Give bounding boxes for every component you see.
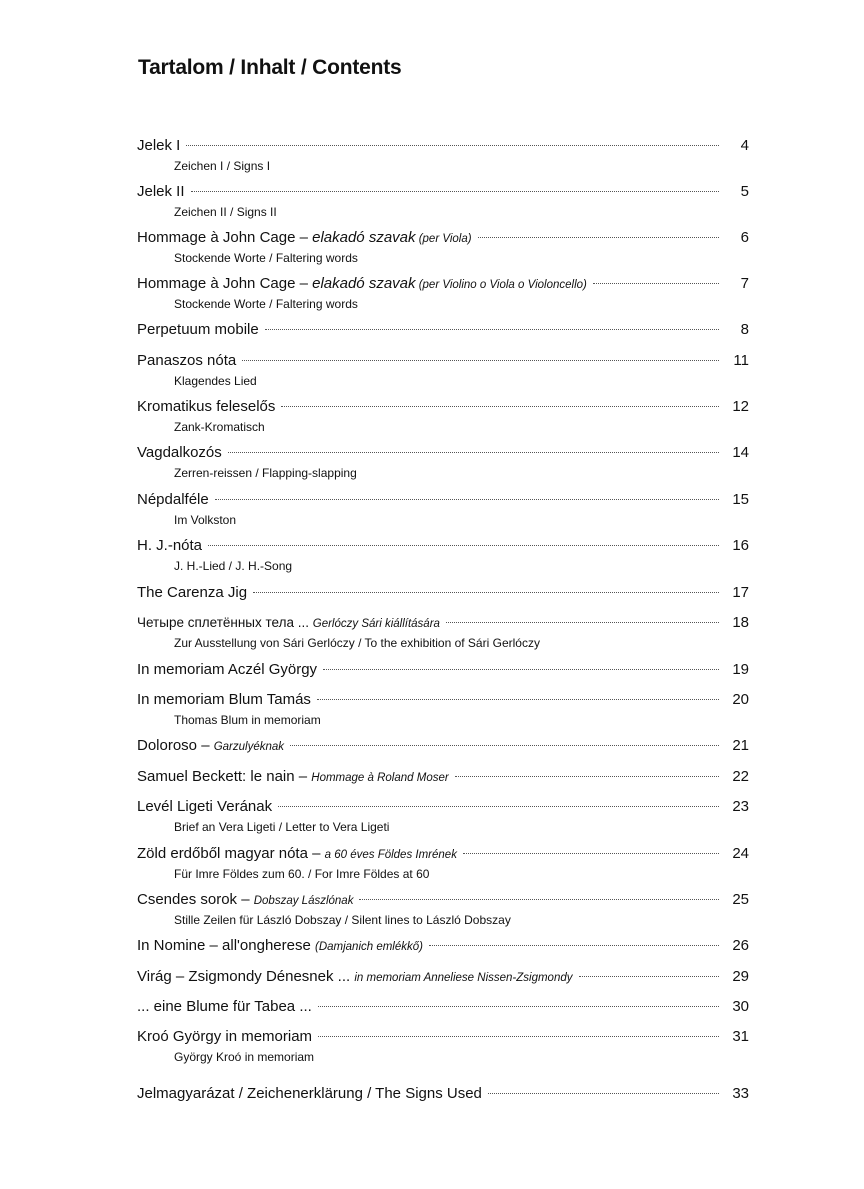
dot-leader (290, 745, 719, 746)
entry-title: Четыре сплетённых тела ... Gerlóczy Sári kiállítására (137, 615, 440, 630)
dot-leader (359, 899, 719, 900)
page-number: 26 (732, 937, 749, 954)
page-number: 12 (732, 398, 749, 415)
page-number: 23 (732, 798, 749, 815)
toc-entry (137, 491, 749, 527)
dot-leader (318, 1006, 719, 1007)
entry-title: Népdalféle (137, 491, 209, 508)
entry-subtitle: J. H.-Lied / J. H.-Song (174, 559, 293, 573)
entry-title: Virág – Zsigmondy Dénesnek ... in memoriam Anneliese Nissen-Zsigmondy (137, 968, 573, 985)
dot-leader (488, 1093, 719, 1094)
entry-subtitle: Klagendes Lied (174, 374, 257, 388)
toc-entry (137, 537, 749, 573)
dot-leader (281, 406, 719, 407)
page-number: 18 (732, 614, 749, 631)
page-number: 25 (732, 891, 749, 908)
page-number: 16 (732, 537, 749, 554)
toc-entry (137, 321, 749, 343)
toc-entry (137, 937, 749, 959)
toc-entry (137, 691, 749, 727)
page-number: 20 (732, 691, 749, 708)
page-title: Tartalom / Inhalt / Contents (138, 56, 402, 79)
entry-subtitle: Im Volkston (174, 513, 237, 527)
toc-entry (137, 768, 749, 790)
page-number: 17 (732, 584, 749, 601)
dot-leader (278, 806, 719, 807)
dot-leader (317, 699, 719, 700)
entry-title: ... eine Blume für Tabea ... (137, 998, 312, 1015)
entry-title: Panaszos nóta (137, 352, 237, 369)
entry-subtitle: Zur Ausstellung von Sári Gerlóczy / To the exhibition of Sári Gerlóczy (174, 636, 540, 650)
entry-title: Jelek I (137, 137, 181, 154)
toc-entry (137, 614, 749, 650)
entry-title: Hommage à John Cage – elakadó szavak (per Violino o Viola o Violoncello) (137, 275, 587, 292)
entry-title: The Carenza Jig (137, 584, 248, 601)
dot-leader (463, 853, 719, 854)
page-number: 31 (732, 1028, 749, 1045)
page-number: 5 (740, 183, 749, 200)
dot-leader (186, 145, 719, 146)
dot-leader (253, 592, 719, 593)
entry-title: Kromatikus feleselős (137, 398, 276, 415)
entry-title: In Nomine – all'ongherese (Damjanich emlékkő) (137, 937, 423, 954)
entry-subtitle: Zeichen I / Signs I (174, 159, 271, 173)
entry-subtitle: Zeichen II / Signs II (174, 205, 277, 219)
page-number: 7 (740, 275, 749, 292)
entry-subtitle: Thomas Blum in memoriam (174, 713, 321, 727)
entry-title: H. J.-nóta (137, 537, 203, 554)
toc-entry (137, 137, 749, 173)
dot-leader (429, 945, 719, 946)
entry-subtitle: Zerren-reissen / Flapping-slapping (174, 466, 357, 480)
dot-leader (228, 452, 719, 453)
toc-entry (137, 229, 749, 265)
toc-entry (137, 398, 749, 434)
page-number: 24 (732, 845, 749, 862)
entry-title: In memoriam Blum Tamás (137, 691, 311, 708)
entry-subtitle: György Kroó in memoriam (174, 1050, 315, 1064)
page-number: 8 (740, 321, 749, 338)
entry-title: Doloroso – Garzulyéknak (137, 737, 285, 754)
page-number: 14 (732, 444, 749, 461)
dot-leader (191, 191, 719, 192)
page-number: 15 (732, 491, 749, 508)
dot-leader (455, 776, 719, 777)
entry-title: Samuel Beckett: le nain – Hommage à Roland Moser (137, 768, 449, 785)
entry-subtitle: Stille Zeilen für László Dobszay / Silent lines to László Dobszay (174, 913, 511, 927)
page-number: 30 (732, 998, 749, 1015)
page-number: 19 (732, 661, 749, 678)
page-number: 6 (740, 229, 749, 246)
entry-title: Zöld erdőből magyar nóta – a 60 éves Földes Imrének (137, 845, 457, 862)
entry-subtitle: Zank-Kromatisch (174, 420, 265, 434)
toc-entry (137, 845, 749, 881)
toc-entry (137, 183, 749, 219)
entry-title: Levél Ligeti Verának (137, 798, 273, 815)
toc-entry (137, 444, 749, 480)
page-number: 29 (732, 968, 749, 985)
toc-entry (137, 798, 749, 834)
dot-leader (215, 499, 719, 500)
entry-title: Perpetuum mobile (137, 321, 259, 338)
entry-title: Hommage à John Cage – elakadó szavak (per Viola) (137, 229, 472, 246)
entry-title: In memoriam Aczél György (137, 661, 318, 678)
page-number: 33 (732, 1085, 749, 1102)
toc-entry (137, 998, 749, 1020)
page-number: 4 (740, 137, 749, 154)
entry-subtitle: Stockende Worte / Faltering words (174, 251, 358, 265)
entry-subtitle: Brief an Vera Ligeti / Letter to Vera Ligeti (174, 820, 390, 834)
toc-entry (137, 352, 749, 388)
toc-entry (137, 1085, 749, 1107)
dot-leader (323, 669, 719, 670)
entry-subtitle: Für Imre Földes zum 60. / For Imre Földes at 60 (174, 867, 430, 881)
dot-leader (318, 1036, 719, 1037)
page-number: 21 (732, 737, 749, 754)
toc-entry (137, 661, 749, 683)
entry-title: Jelmagyarázat / Zeichenerklärung / The Signs Used (137, 1085, 482, 1102)
entry-title: Vagdalkozós (137, 444, 222, 461)
dot-leader (593, 283, 719, 284)
page-number: 22 (732, 768, 749, 785)
entry-title: Jelek II (137, 183, 185, 200)
dot-leader (478, 237, 719, 238)
toc-entry (137, 584, 749, 606)
toc-entry (137, 737, 749, 759)
toc-entry (137, 275, 749, 311)
page-number: 11 (733, 352, 749, 369)
toc-entry (137, 968, 749, 990)
toc-entry (137, 1028, 749, 1064)
dot-leader (208, 545, 719, 546)
entry-subtitle: Stockende Worte / Faltering words (174, 297, 358, 311)
entry-title: Csendes sorok – Dobszay Lászlónak (137, 891, 354, 908)
dot-leader (579, 976, 720, 977)
dot-leader (265, 329, 719, 330)
entry-title: Kroó György in memoriam (137, 1028, 313, 1045)
toc-entry (137, 891, 749, 927)
dot-leader (446, 622, 719, 623)
dot-leader (242, 360, 719, 361)
